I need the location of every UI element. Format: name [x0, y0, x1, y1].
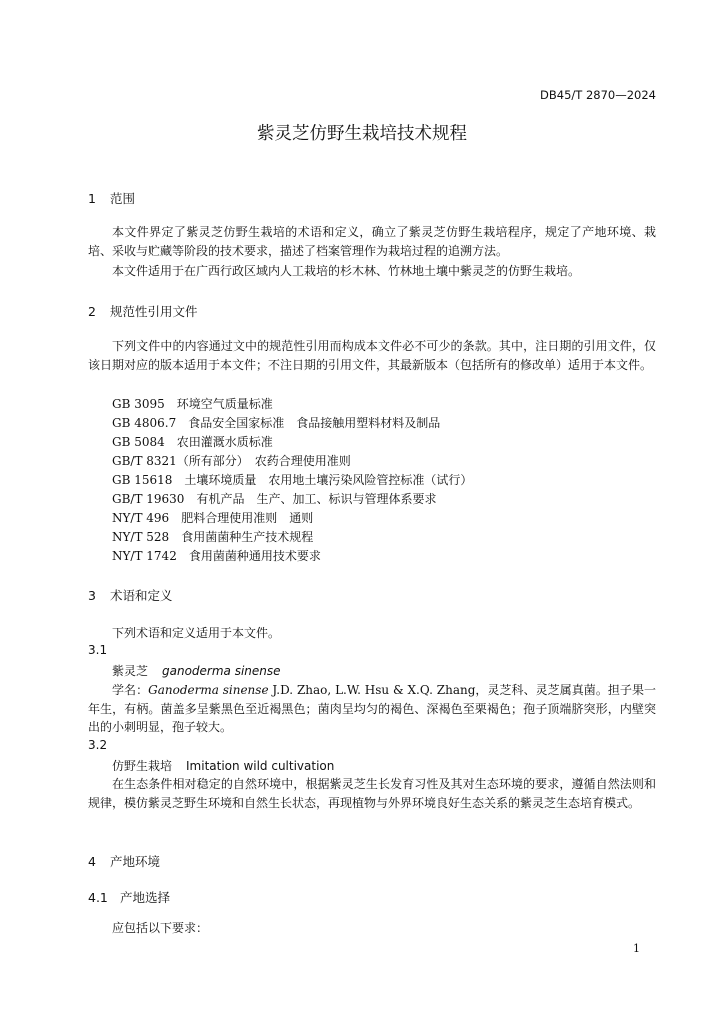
term-name-en: ganoderma sinense [162, 664, 281, 678]
reference-item: NY/T 1742 食用菌菌种通用技术要求 [112, 549, 321, 563]
section-1-heading [88, 189, 135, 207]
reference-item: NY/T 496 肥料合理使用准则 通则 [112, 511, 314, 525]
section-title: 规范性引用文件 [109, 304, 198, 319]
term-number: 3.1 [88, 643, 108, 657]
section-title: 产地环境 [109, 854, 160, 869]
latin-name: Ganoderma sinense [148, 683, 269, 697]
section-number: 1 [88, 191, 96, 206]
reference-item: GB/T 19630 有机产品 生产、加工、标识与管理体系要求 [112, 492, 437, 506]
term-name [112, 662, 281, 679]
reference-item: GB 5084 农田灌溉水质标准 [112, 435, 273, 449]
term-definition: 在生态条件相对稳定的自然环境中，根据紫灵芝生长发育习性及其对生态环境的要求，遵循自然法则和规律，模仿紫灵芝野生环境和自然生长状态，再现植物与外界环境良好生态关系的紫灵芝生态培育模式。 [88, 777, 656, 810]
section-4-heading [88, 852, 160, 870]
page-number: 1 [633, 942, 640, 955]
section-3-heading [88, 586, 173, 604]
subsection-title: 产地选择 [119, 890, 170, 905]
references-intro: 下列文件中的内容通过文中的规范性引用而构成本文件必不可少的条款。其中，注日期的引用文件，仅该日期对应的版本适用于本文件；不注日期的引用文件，其最新版本（包括所有的修改单）适用于本文件。 [88, 339, 656, 372]
term-name [112, 757, 334, 774]
reference-item: GB 4806.7 食品安全国家标准 食品接触用塑料材料及制品 [112, 416, 441, 430]
reference-item: GB/T 8321（所有部分） 农药合理使用准则 [112, 454, 351, 468]
subsection-4-1-heading [88, 888, 170, 906]
section-number: 2 [88, 304, 96, 319]
section-title: 术语和定义 [109, 588, 173, 603]
scope-paragraph-2: 本文件适用于在广西行政区域内人工栽培的杉木林、竹林地土壤中紫灵芝的仿野生栽培。 [112, 264, 581, 278]
definition-prefix: 学名： [112, 683, 149, 697]
term-definition [88, 681, 656, 737]
section-2-heading [88, 302, 198, 320]
section-title: 范围 [109, 191, 135, 206]
document-title: 紫灵芝仿野生栽培技术规程 [257, 124, 467, 144]
reference-item: NY/T 528 食用菌菌种生产技术规程 [112, 530, 314, 544]
term-name-en: Imitation wild cultivation [186, 759, 335, 773]
scope-paragraph-1: 本文件界定了紫灵芝仿野生栽培的术语和定义，确立了紫灵芝仿野生栽培程序，规定了产地环境、栽培、采收与贮藏等阶段的技术要求，描述了档案管理作为栽培过程的追溯方法。 [88, 225, 656, 258]
subsection-number: 4.1 [88, 890, 108, 905]
requirements-intro: 应包括以下要求： [112, 921, 209, 935]
standard-code: DB45/T 2870—2024 [540, 88, 656, 102]
term-name-cn: 仿野生栽培 [112, 759, 173, 773]
terms-intro: 下列术语和定义适用于本文件。 [112, 626, 281, 640]
term-number: 3.2 [88, 738, 108, 752]
reference-item: GB 3095 环境空气质量标准 [112, 397, 273, 411]
section-number: 3 [88, 588, 96, 603]
term-name-cn: 紫灵芝 [112, 664, 149, 678]
reference-item: GB 15618 土壤环境质量 农用地土壤污染风险管控标准（试行） [112, 473, 473, 487]
definition-text: J.D. Zhao, L.W. Hsu & X.Q. Zhang，灵芝科、灵芝属真菌。担子果一年生，有柄。菌盖多呈紫黑色至近褐黑色；菌肉呈均匀的褐色、深褐色至栗褐色；孢子顶端脐突形，内壁突出的小刺明显，孢子较大。 [88, 683, 656, 734]
section-number: 4 [88, 854, 96, 869]
